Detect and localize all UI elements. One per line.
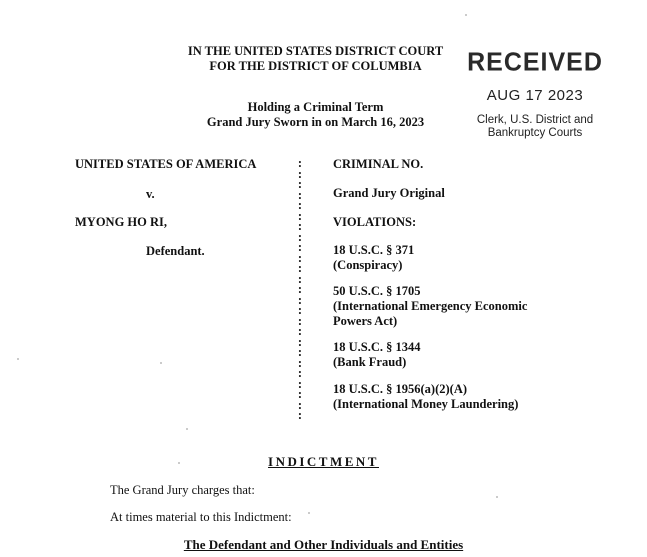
stamp-date: AUG 17 2023 xyxy=(486,87,584,104)
grand-jury-term xyxy=(178,100,453,130)
grand-jury-charges: The Grand Jury charges that: xyxy=(110,483,255,497)
violation-code: 18 U.S.C. § 371 xyxy=(333,243,415,257)
court-line-2: FOR THE DISTRICT OF COLUMBIA xyxy=(209,59,422,73)
stamp-clerk xyxy=(455,114,615,140)
stamp-clerk-line-1: Clerk, U.S. District and xyxy=(476,114,594,126)
violation-code: 50 U.S.C. § 1705 xyxy=(333,284,421,298)
violation-code: 18 U.S.C. § 1344 xyxy=(333,340,421,354)
violation-desc: (International Emergency Economic xyxy=(333,299,528,313)
caption-colon-column: : : : : : : : : : : : : : : : : : : : : : : : : : xyxy=(297,156,303,422)
scan-speck xyxy=(160,362,162,364)
scan-speck xyxy=(496,496,498,498)
times-material: At times material to this Indictment: xyxy=(110,510,292,524)
violation-item xyxy=(333,284,527,329)
violation-item xyxy=(333,382,518,412)
scan-speck xyxy=(186,428,188,430)
scan-speck xyxy=(178,462,180,464)
plaintiff: UNITED STATES OF AMERICA xyxy=(75,157,257,171)
violation-desc: (Conspiracy) xyxy=(333,258,403,272)
violation-item xyxy=(333,243,414,273)
term-line-1: Holding a Criminal Term xyxy=(247,100,384,114)
section-heading: The Defendant and Other Individuals and Entities xyxy=(183,537,464,552)
scan-speck xyxy=(465,14,467,16)
scan-speck xyxy=(308,512,310,514)
grand-jury-original: Grand Jury Original xyxy=(333,186,445,200)
versus: v. xyxy=(146,187,155,201)
term-line-2: Grand Jury Sworn in on March 16, 2023 xyxy=(206,115,425,129)
defendant-label: Defendant. xyxy=(146,244,205,258)
indictment-title: INDICTMENT xyxy=(268,454,379,469)
violation-desc: (International Money Laundering) xyxy=(333,397,519,411)
defendant-name: MYONG HO RI, xyxy=(75,215,168,229)
violation-item xyxy=(333,340,421,370)
violations-label: VIOLATIONS: xyxy=(333,215,417,229)
received-stamp xyxy=(455,48,615,140)
violation-desc-cont: Powers Act) xyxy=(333,314,398,328)
violation-code: 18 U.S.C. § 1956(a)(2)(A) xyxy=(333,382,468,396)
criminal-no: CRIMINAL NO. xyxy=(333,157,424,171)
court-line-1: IN THE UNITED STATES DISTRICT COURT xyxy=(187,44,444,58)
scan-speck xyxy=(17,358,19,360)
court-header xyxy=(178,44,453,74)
violation-desc: (Bank Fraud) xyxy=(333,355,407,369)
stamp-title: RECEIVED xyxy=(467,47,603,77)
stamp-clerk-line-2: Bankruptcy Courts xyxy=(487,127,583,139)
